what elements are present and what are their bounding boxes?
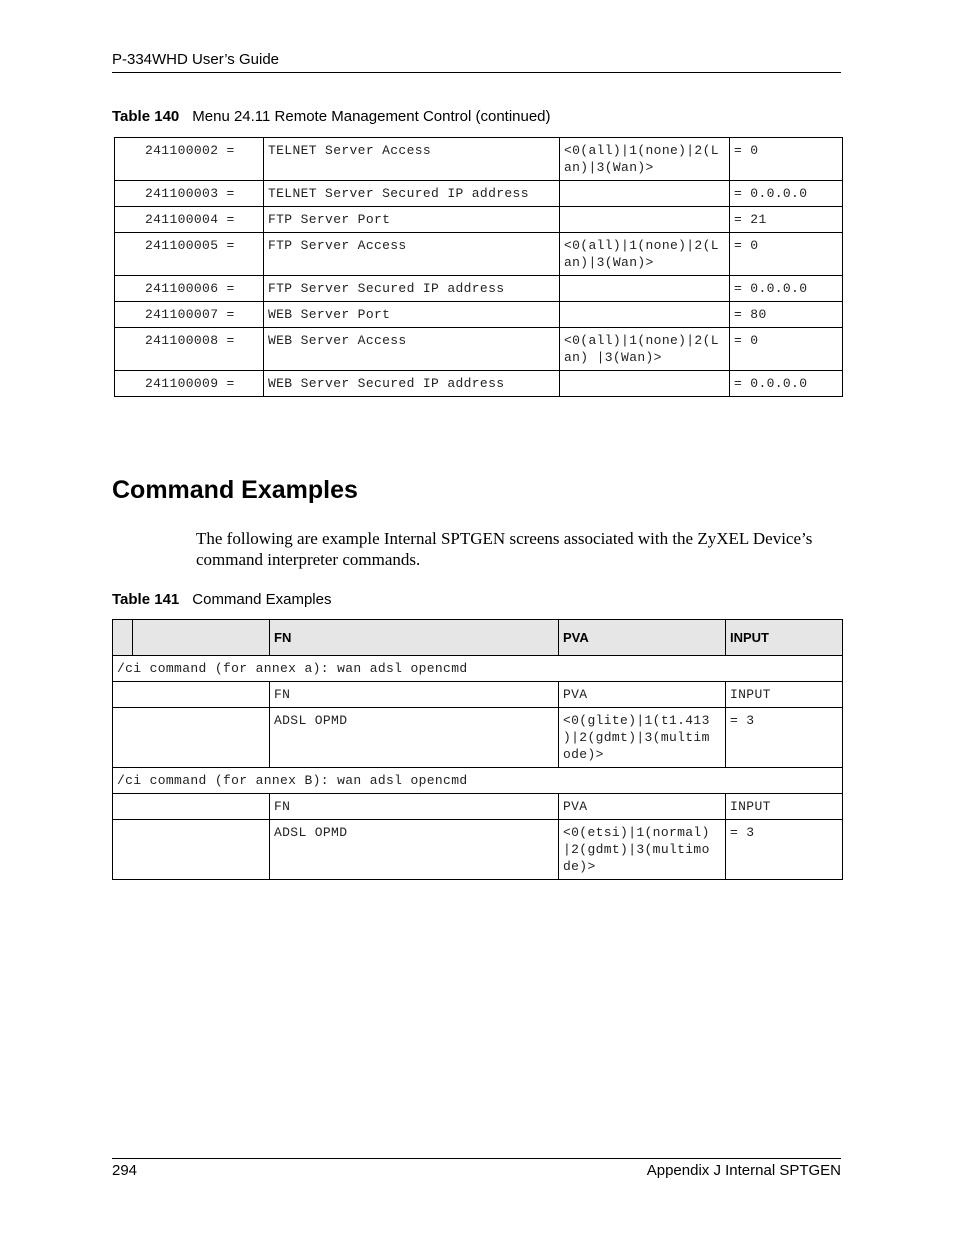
column-header-input: INPUT — [726, 620, 843, 656]
table-140 — [114, 137, 843, 397]
footer-rule — [112, 1158, 841, 1159]
table-row — [115, 276, 843, 302]
table-140-caption-text: Menu 24.11 Remote Management Control (continued) — [192, 108, 551, 125]
table-cell: <0(all)|1(none)|2(L an)|3(Wan)> — [560, 138, 730, 181]
table-cell: = 3 — [726, 708, 843, 768]
table-140-caption — [112, 108, 551, 125]
column-header-pva: PVA — [559, 620, 726, 656]
table-row — [113, 794, 843, 820]
table-cell: WEB Server Port — [264, 302, 560, 328]
table-141-caption — [112, 591, 331, 608]
table-cell: <0(etsi)|1(normal) |2(gdmt)|3(multimo de)> — [559, 820, 726, 880]
table-cell: WEB Server Secured IP address — [264, 371, 560, 397]
table-cell — [113, 708, 270, 768]
table-cell: = 0 — [730, 328, 843, 371]
table-cell: TELNET Server Access — [264, 138, 560, 181]
table-row — [115, 371, 843, 397]
table-row — [115, 233, 843, 276]
table-141 — [112, 619, 843, 880]
table-cell: 241100007 = — [115, 302, 264, 328]
command-line: /ci command (for annex B): wan adsl opencmd — [113, 768, 843, 794]
table-140-number: Table 140 — [112, 108, 180, 125]
table-cell: <0(glite)|1(t1.413 )|2(gdmt)|3(multim ode)> — [559, 708, 726, 768]
table-cell: ADSL OPMD — [270, 820, 559, 880]
table-row — [115, 207, 843, 233]
table-cell: <0(all)|1(none)|2(L an)|3(Wan)> — [560, 233, 730, 276]
table-cell: FTP Server Secured IP address — [264, 276, 560, 302]
table-cell: FTP Server Access — [264, 233, 560, 276]
header-rule — [112, 72, 841, 73]
table-cell: 241100003 = — [115, 181, 264, 207]
document-header-title: P-334WHD User’s Guide — [112, 51, 279, 68]
table-cell: PVA — [559, 682, 726, 708]
command-line: /ci command (for annex a): wan adsl opencmd — [113, 656, 843, 682]
table-row — [113, 656, 843, 682]
footer-section-title: Appendix J Internal SPTGEN — [646, 1162, 841, 1179]
table-141-number: Table 141 — [112, 591, 180, 608]
table-cell: TELNET Server Secured IP address — [264, 181, 560, 207]
section-title: Command Examples — [112, 476, 358, 504]
table-cell: 241100009 = — [115, 371, 264, 397]
table-cell — [560, 276, 730, 302]
table-row — [115, 181, 843, 207]
table-cell: 241100008 = — [115, 328, 264, 371]
table-cell: FN — [270, 682, 559, 708]
table-header-row — [113, 620, 843, 656]
page-number: 294 — [112, 1162, 138, 1179]
table-cell: = 0.0.0.0 — [730, 276, 843, 302]
table-cell — [560, 181, 730, 207]
table-cell: = 0 — [730, 233, 843, 276]
table-cell: 241100004 = — [115, 207, 264, 233]
table-cell: = 3 — [726, 820, 843, 880]
table-row — [113, 708, 843, 768]
intro-paragraph: The following are example Internal SPTGEN screens associated with the ZyXEL Device’s command interpreter commands. — [196, 529, 813, 569]
table-row — [115, 138, 843, 181]
table-row — [115, 328, 843, 371]
table-cell: WEB Server Access — [264, 328, 560, 371]
table-cell — [560, 371, 730, 397]
table-cell: = 0.0.0.0 — [730, 371, 843, 397]
table-cell: = 0 — [730, 138, 843, 181]
table-cell — [560, 302, 730, 328]
table-cell: PVA — [559, 794, 726, 820]
table-cell — [113, 682, 270, 708]
table-cell: FN — [270, 794, 559, 820]
table-row — [113, 682, 843, 708]
table-cell: = 21 — [730, 207, 843, 233]
column-header — [113, 620, 133, 656]
table-cell: = 0.0.0.0 — [730, 181, 843, 207]
table-141-caption-text: Command Examples — [192, 591, 332, 608]
table-cell: INPUT — [726, 682, 843, 708]
table-row — [113, 768, 843, 794]
column-header-fn: FN — [270, 620, 559, 656]
table-cell: ADSL OPMD — [270, 708, 559, 768]
table-cell: 241100002 = — [115, 138, 264, 181]
table-cell — [560, 207, 730, 233]
table-cell: 241100006 = — [115, 276, 264, 302]
table-cell — [113, 820, 270, 880]
table-row — [113, 820, 843, 880]
column-header — [133, 620, 270, 656]
table-row — [115, 302, 843, 328]
table-cell: = 80 — [730, 302, 843, 328]
table-cell: <0(all)|1(none)|2(L an) |3(Wan)> — [560, 328, 730, 371]
table-cell: INPUT — [726, 794, 843, 820]
table-cell — [113, 794, 270, 820]
table-cell: 241100005 = — [115, 233, 264, 276]
table-cell: FTP Server Port — [264, 207, 560, 233]
